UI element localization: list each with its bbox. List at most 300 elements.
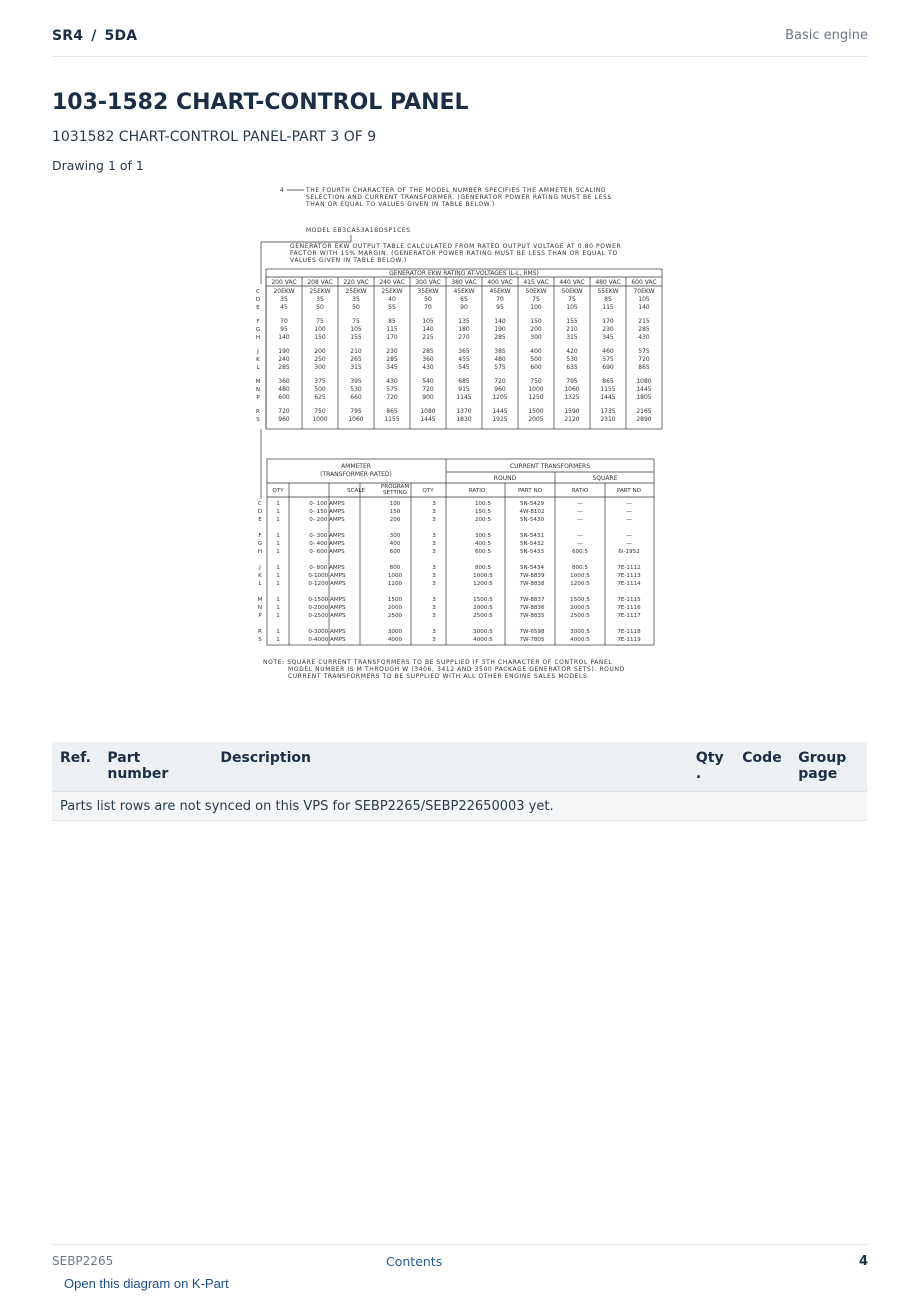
kw-table-cell: 530 [350, 386, 362, 393]
ct-header: QTY [272, 488, 284, 494]
kw-table-cell: 105 [638, 296, 650, 303]
ct-cell-qty: 3 [432, 541, 436, 547]
model-number-text: MODEL EB3CAS3A1BDSP1CES [306, 227, 411, 234]
ct-cell-part: 7W-8836 [519, 605, 545, 611]
kw-table-cell: 530 [566, 356, 578, 363]
kw-table-cell: 315 [350, 364, 362, 371]
ct-cell-ratio: 2000:5 [473, 605, 493, 611]
kw-table-cell: 1805 [636, 394, 652, 401]
kw-table-cell: 1155 [600, 386, 616, 393]
ct-cell-qty: 1 [276, 597, 280, 603]
column-header-ref[interactable]: Ref. [52, 742, 99, 792]
ct-cell-part: 7E-1117 [617, 613, 641, 619]
kw-table-header: 480 VAC [595, 279, 621, 286]
kw-table-cell: 155 [566, 318, 578, 325]
ct-round-title: ROUND [493, 475, 517, 482]
kw-table-header: 220 VAC [343, 279, 369, 286]
kw-table-cell: 690 [602, 364, 614, 371]
kw-table-cell: 1000 [528, 386, 544, 393]
ct-header: RATIO [571, 488, 589, 494]
ct-cell-scale: 0-1200 AMPS [308, 581, 346, 587]
ct-cell-part: 7E-1113 [617, 573, 641, 579]
bottom-note-line: CURRENT TRANSFORMERS TO BE SUPPLIED WITH ALL OTHER ENGINE SALES MODELS. [288, 673, 590, 680]
parts-list-table [52, 742, 867, 821]
ct-cell-ratio: — [577, 541, 583, 547]
kw-table-cell: 215 [422, 334, 434, 341]
ct-cell-ratio: 600:5 [571, 549, 589, 555]
ct-row-code: M [257, 597, 263, 603]
kw-row-code: P [256, 395, 260, 401]
kw-row-code: C [256, 289, 260, 295]
kw-table-cell: 480 [278, 386, 290, 393]
ct-cell-ratio: 1000:5 [473, 573, 493, 579]
kw-table-cell: 50EKW [561, 288, 583, 295]
kw-table-cell: 285 [638, 326, 650, 333]
ct-cell-scale: 0- 400 AMPS [309, 541, 345, 547]
kw-table-header: 240 VAC [379, 279, 405, 286]
kw-row-code: R [256, 409, 260, 415]
ct-cell-ratio: 150:5 [474, 509, 492, 515]
ct-cell-ratio: — [577, 509, 583, 515]
ct-cell-qty: 1 [276, 629, 280, 635]
kw-table-cell: 1445 [636, 386, 652, 393]
ct-row-code: S [258, 637, 262, 643]
ct-cell-qty: 3 [432, 533, 436, 539]
ct-row-code: D [257, 509, 263, 515]
ct-header: SCALE [347, 488, 365, 494]
kw-table-cell: 460 [602, 348, 614, 355]
drawing-counter: Drawing 1 of 1 [52, 158, 144, 173]
ct-row-code: P [258, 613, 262, 619]
kw-table-cell: 240 [278, 356, 290, 363]
ct-cell-program: 300 [389, 533, 401, 539]
breadcrumb-model[interactable]: SR4 [52, 28, 84, 44]
kw-table-cell: 285 [422, 348, 434, 355]
ct-cell-ratio: — [577, 501, 583, 507]
ct-header: PART NO [616, 488, 642, 494]
ct-row-code: N [257, 605, 263, 611]
kw-table-cell: 190 [494, 326, 506, 333]
kw-row-code: F [256, 319, 260, 325]
kw-table-cell: 25EKW [381, 288, 403, 295]
kw-table-cell: 795 [566, 378, 578, 385]
kw-table-cell: 100 [314, 326, 326, 333]
ct-ammeter-subtitle: (TRANSFORMER RATED) [320, 471, 392, 478]
kw-table-cell: 365 [458, 348, 470, 355]
ct-cell-program: 4000 [387, 637, 403, 643]
ct-cell-program: 2000 [387, 605, 403, 611]
control-panel-chart-drawing[interactable] [230, 180, 690, 725]
kw-table-cell: 360 [422, 356, 434, 363]
ct-cell-ratio: 300:5 [474, 533, 492, 539]
ct-cell-program: 1200 [387, 581, 403, 587]
kw-row-code: N [255, 387, 261, 393]
ct-cell-ratio: 800:5 [474, 565, 492, 571]
ct-cell-program: 3000 [387, 629, 403, 635]
kw-table-cell: 960 [278, 416, 290, 423]
kw-intro-line: GENERATOR EKW OUTPUT TABLE CALCULATED FROM RATED OUTPUT VOLTAGE AT 0.80 POWER [290, 243, 622, 250]
contents-link[interactable]: Contents [386, 1254, 443, 1269]
ct-cell-qty: 3 [432, 605, 436, 611]
kw-table-cell: 900 [422, 394, 434, 401]
breadcrumb-serial[interactable]: 5DA [104, 28, 138, 44]
ct-header: PROGRAM [380, 484, 410, 490]
kw-table-cell: 105 [422, 318, 434, 325]
kw-table-cell: 720 [278, 408, 290, 415]
kw-table-cell: 1000 [312, 416, 328, 423]
kw-table-cell: 635 [566, 364, 578, 371]
kw-table-header: 415 VAC [523, 279, 549, 286]
kw-table-cell: 1925 [492, 416, 508, 423]
kw-table-cell: 455 [458, 356, 470, 363]
ct-cell-qty: 3 [432, 549, 436, 555]
kw-row-code: M [255, 379, 261, 385]
ct-cell-qty: 1 [276, 549, 280, 555]
ct-cell-qty: 1 [276, 573, 280, 579]
kw-table-cell: 1590 [564, 408, 580, 415]
ct-cell-qty: 3 [432, 629, 436, 635]
kw-table-cell: 1445 [600, 394, 616, 401]
ct-square-title: SQUARE [592, 475, 618, 482]
ct-cell-part: 7W-6598 [519, 629, 545, 635]
ct-cell-program: 800 [389, 565, 401, 571]
ct-cell-part: 7E-1118 [617, 629, 641, 635]
kw-table-cell: 750 [530, 378, 542, 385]
kw-table-cell: 65 [460, 296, 468, 303]
kw-table-title: GENERATOR EKW RATING AT-VOLTAGES (L-L, RMS) [389, 270, 539, 277]
kw-table-cell: 375 [314, 378, 326, 385]
ct-cell-ratio: 100:5 [474, 501, 492, 507]
ct-cell-part: 4W-8102 [519, 509, 545, 515]
kw-table-cell: 480 [494, 356, 506, 363]
kw-table-cell: 430 [386, 378, 398, 385]
kw-table-cell: 575 [638, 348, 650, 355]
ct-ammeter-title: AMMETER [341, 463, 371, 470]
ct-cell-part: — [626, 517, 632, 523]
ct-cell-ratio: 2500:5 [473, 613, 493, 619]
column-header-description[interactable]: Description [212, 742, 687, 792]
kw-table-cell: 45 [280, 304, 288, 311]
kw-table-cell: 35 [316, 296, 324, 303]
bottom-note-line: MODEL NUMBER IS M THROUGH W (3406, 3412 AND 3500 PACKAGE GENERATOR SETS). ROUND [288, 666, 625, 673]
kw-table-cell: 500 [530, 356, 542, 363]
kw-table-cell: 720 [386, 394, 398, 401]
ct-cell-part: — [626, 509, 632, 515]
ct-cell-part: 5N-5429 [520, 501, 544, 507]
kw-table-cell: 70 [496, 296, 504, 303]
kw-table-cell: 140 [494, 318, 506, 325]
ct-cell-part: 7E-1114 [617, 581, 641, 587]
ct-cell-part: — [626, 533, 632, 539]
kw-table-cell: 1250 [528, 394, 544, 401]
column-header-part-number[interactable]: Part number [99, 742, 212, 792]
kw-table-header: 600 VAC [631, 279, 657, 286]
kw-table-cell: 285 [494, 334, 506, 341]
kw-table-cell: 100 [530, 304, 542, 311]
kw-table-header: 200 VAC [271, 279, 297, 286]
ct-cell-part: 7W-8837 [519, 597, 545, 603]
kw-table-cell: 720 [494, 378, 506, 385]
kw-table-cell: 430 [638, 334, 650, 341]
kw-table-cell: 50 [424, 296, 432, 303]
kw-table-cell: 1205 [492, 394, 508, 401]
ct-cell-scale: 0-2000 AMPS [308, 605, 346, 611]
kw-table-cell: 265 [350, 356, 362, 363]
page-number: 4 [858, 1254, 868, 1269]
breadcrumb [52, 28, 137, 44]
kw-table-cell: 85 [388, 318, 396, 325]
page-footer [52, 1244, 868, 1275]
ct-cell-qty: 1 [276, 581, 280, 587]
kw-table-cell: 960 [494, 386, 506, 393]
ct-cell-qty: 3 [432, 637, 436, 643]
column-header-qty[interactable]: Qty . [688, 742, 734, 792]
ct-cell-part: 7W-8835 [519, 613, 545, 619]
kw-table-cell: 600 [278, 394, 290, 401]
kw-table-cell: 420 [566, 348, 578, 355]
ct-cell-program: 100 [389, 501, 401, 507]
ct-cell-qty: 3 [432, 613, 436, 619]
kw-table-cell: 2165 [636, 408, 652, 415]
ct-cell-ratio: 3000:5 [473, 629, 493, 635]
kw-table-cell: 170 [602, 318, 614, 325]
kw-table-cell: 300 [314, 364, 326, 371]
note-number: 4 [280, 187, 285, 194]
kw-table-cell: 140 [278, 334, 290, 341]
ct-cell-program: 1500 [387, 597, 403, 603]
kw-table-cell: 1445 [492, 408, 508, 415]
ct-cell-qty: 1 [276, 541, 280, 547]
kw-table-cell: 35 [352, 296, 360, 303]
column-header-group-page[interactable]: Group page [790, 742, 867, 792]
kw-table-cell: 90 [460, 304, 468, 311]
kw-row-code: G [255, 327, 261, 333]
ct-cell-scale: 0- 600 AMPS [309, 549, 345, 555]
ct-row-code: L [258, 581, 262, 587]
kw-table-cell: 1325 [564, 394, 580, 401]
kw-table-cell: 865 [386, 408, 398, 415]
ct-cell-qty: 1 [276, 533, 280, 539]
ct-cell-scale: 0- 150 AMPS [309, 509, 345, 515]
ct-cell-program: 150 [389, 509, 401, 515]
ct-cell-part: 7W-8839 [519, 573, 545, 579]
kw-table-cell: 180 [458, 326, 470, 333]
kw-table-cell: 210 [350, 348, 362, 355]
ct-row-code: R [258, 629, 262, 635]
kw-table-header: 300 VAC [415, 279, 441, 286]
ct-cell-program: 600 [389, 549, 401, 555]
ct-cell-scale: 0- 300 AMPS [309, 533, 345, 539]
kw-table-cell: 55 [388, 304, 396, 311]
kw-table-cell: 230 [602, 326, 614, 333]
ct-row-code: C [258, 501, 262, 507]
parts-table-header-row [52, 742, 867, 792]
ct-cell-part: 7E-1112 [617, 565, 641, 571]
ct-cell-ratio: 2500:5 [570, 613, 590, 619]
ct-row-code: F [258, 533, 262, 539]
kw-table-cell: 660 [350, 394, 362, 401]
ct-cell-ratio: 4000:5 [473, 637, 493, 643]
kw-table-cell: 625 [314, 394, 326, 401]
kw-row-code: K [256, 357, 260, 363]
kw-table-cell: 200 [530, 326, 542, 333]
kw-table-cell: 430 [422, 364, 434, 371]
ct-cell-part: 5N-5433 [520, 549, 544, 555]
kw-table-cell: 285 [386, 356, 398, 363]
kw-table-cell: 35EKW [417, 288, 439, 295]
kw-table-cell: 45EKW [453, 288, 475, 295]
kw-table-cell: 55EKW [597, 288, 619, 295]
kw-table-cell: 25EKW [309, 288, 331, 295]
kw-table-cell: 135 [458, 318, 470, 325]
kw-table-cell: 1445 [420, 416, 436, 423]
parts-table-empty-row [52, 792, 867, 821]
ct-row-code: J [259, 565, 261, 571]
kw-table-cell: 75 [316, 318, 324, 325]
kw-table-cell: 395 [350, 378, 362, 385]
kw-table-cell: 70 [424, 304, 432, 311]
ct-cell-qty: 3 [432, 581, 436, 587]
kw-table-cell: 70 [280, 318, 288, 325]
kw-table-cell: 685 [458, 378, 470, 385]
kw-table-cell: 150 [314, 334, 326, 341]
kw-table-cell: 1500 [528, 408, 544, 415]
ct-header: RATIO [468, 488, 486, 494]
ct-cell-ratio: 1500:5 [570, 597, 590, 603]
ct-cell-ratio: — [577, 533, 583, 539]
kw-table-cell: 400 [530, 348, 542, 355]
kw-table-cell: 2890 [636, 416, 652, 423]
ct-cell-qty: 1 [276, 517, 280, 523]
kw-row-code: L [256, 365, 260, 371]
kw-table-cell: 20EKW [273, 288, 295, 295]
kw-table-cell: 315 [566, 334, 578, 341]
ct-cell-ratio: 1000:5 [570, 573, 590, 579]
kw-table-cell: 95 [280, 326, 288, 333]
kw-table-cell: 1145 [456, 394, 472, 401]
column-header-code[interactable]: Code [734, 742, 790, 792]
kw-table-cell: 1735 [600, 408, 616, 415]
ct-cell-ratio: 4000:5 [570, 637, 590, 643]
note-text-line: THE FOURTH CHARACTER OF THE MODEL NUMBER SPECIFIES THE AMMETER SCALING [306, 187, 607, 194]
kw-table-cell: 1080 [636, 378, 652, 385]
ct-cell-qty: 3 [432, 565, 436, 571]
ct-cell-qty: 3 [432, 597, 436, 603]
ct-cell-ratio: — [577, 517, 583, 523]
kw-table-header: 400 VAC [487, 279, 513, 286]
kw-table-cell: 190 [278, 348, 290, 355]
ct-cell-part: — [626, 541, 632, 547]
ct-cell-qty: 3 [432, 501, 436, 507]
open-kpart-link[interactable]: Open this diagram on K-Part [64, 1276, 229, 1291]
kw-table-cell: 360 [278, 378, 290, 385]
chart-drawing-svg [230, 180, 690, 725]
ct-cell-qty: 1 [276, 565, 280, 571]
kw-table-cell: 345 [602, 334, 614, 341]
note-text-line: SELECTION AND CURRENT TRANSFORMER. (GENERATOR POWER RATING MUST BE LESS [306, 194, 612, 201]
kw-table-cell: 155 [350, 334, 362, 341]
ct-cell-part: 5N-5431 [520, 533, 544, 539]
kw-table-cell: 25EKW [345, 288, 367, 295]
kw-row-code: S [256, 417, 260, 423]
ct-cell-scale: 0- 800 AMPS [309, 565, 345, 571]
kw-intro-line: VALUES GIVEN IN TABLE BELOW.) [290, 257, 407, 264]
ct-cell-scale: 0- 100 AMPS [309, 501, 345, 507]
ct-cell-ratio: 600:5 [474, 549, 492, 555]
kw-table-cell: 150 [530, 318, 542, 325]
kw-table-cell: 540 [422, 378, 434, 385]
kw-table-cell: 250 [314, 356, 326, 363]
kw-table-cell: 865 [602, 378, 614, 385]
ct-cell-qty: 3 [432, 509, 436, 515]
ct-cell-qty: 1 [276, 605, 280, 611]
kw-table-header: 208 VAC [307, 279, 333, 286]
kw-table-cell: 500 [314, 386, 326, 393]
kw-row-code: J [257, 349, 259, 355]
kw-table-cell: 200 [314, 348, 326, 355]
ct-cell-ratio: 2000:5 [570, 605, 590, 611]
ct-cell-program: 2500 [387, 613, 403, 619]
kw-table-cell: 140 [638, 304, 650, 311]
ct-cell-scale: 0- 200 AMPS [309, 517, 345, 523]
ct-header: PART NO [517, 488, 543, 494]
kw-table-cell: 1155 [384, 416, 400, 423]
kw-table-cell: 575 [386, 386, 398, 393]
kw-row-code: E [256, 305, 260, 311]
kw-table-cell: 1060 [564, 386, 580, 393]
kw-table-cell: 385 [494, 348, 506, 355]
page-header [52, 28, 868, 57]
kw-table-header: 440 VAC [559, 279, 585, 286]
ct-cell-part: 5N-5434 [520, 565, 544, 571]
ct-cell-scale: 0-1500 AMPS [308, 597, 346, 603]
kw-table-cell: 140 [422, 326, 434, 333]
kw-table-cell: 2120 [564, 416, 580, 423]
ct-cell-program: 200 [389, 517, 401, 523]
ct-row-code: H [257, 549, 263, 555]
ct-cell-part: 7E-1116 [617, 605, 641, 611]
kw-table-cell: 2005 [528, 416, 544, 423]
kw-table-cell: 70EKW [633, 288, 655, 295]
kw-table-cell: 1370 [456, 408, 472, 415]
kw-table-header: 380 VAC [451, 279, 477, 286]
kw-table-cell: 45EKW [489, 288, 511, 295]
ct-cell-part: 7W-8838 [519, 581, 545, 587]
ct-cell-scale: 0-1000 AMPS [308, 573, 346, 579]
page-subtitle: 1031582 CHART-CONTROL PANEL-PART 3 OF 9 [52, 129, 377, 145]
document-id: SEBP2265 [52, 1254, 114, 1268]
kw-row-code: H [255, 335, 261, 341]
ct-title: CURRENT TRANSFORMERS [509, 463, 591, 470]
kw-table-cell: 1830 [456, 416, 472, 423]
ct-cell-qty: 1 [276, 613, 280, 619]
kw-table-cell: 50EKW [525, 288, 547, 295]
kw-row-code: D [255, 297, 261, 303]
kw-table-cell: 75 [352, 318, 360, 325]
bottom-note-line: NOTE: SQUARE CURRENT TRANSFORMERS TO BE SUPPLIED IF 5TH CHARACTER OF CONTROL PANEL [263, 659, 613, 666]
kw-table-cell: 720 [638, 356, 650, 363]
ct-cell-program: 1000 [387, 573, 403, 579]
ct-cell-part: 5N-5432 [520, 541, 544, 547]
ct-cell-ratio: 3000:5 [570, 629, 590, 635]
kw-table-cell: 50 [352, 304, 360, 311]
kw-table-cell: 170 [386, 334, 398, 341]
ct-header: QTY [422, 488, 434, 494]
ct-cell-part: 7W-7805 [519, 637, 545, 643]
kw-table-cell: 575 [602, 356, 614, 363]
kw-table-cell: 285 [278, 364, 290, 371]
kw-table-cell: 915 [458, 386, 470, 393]
